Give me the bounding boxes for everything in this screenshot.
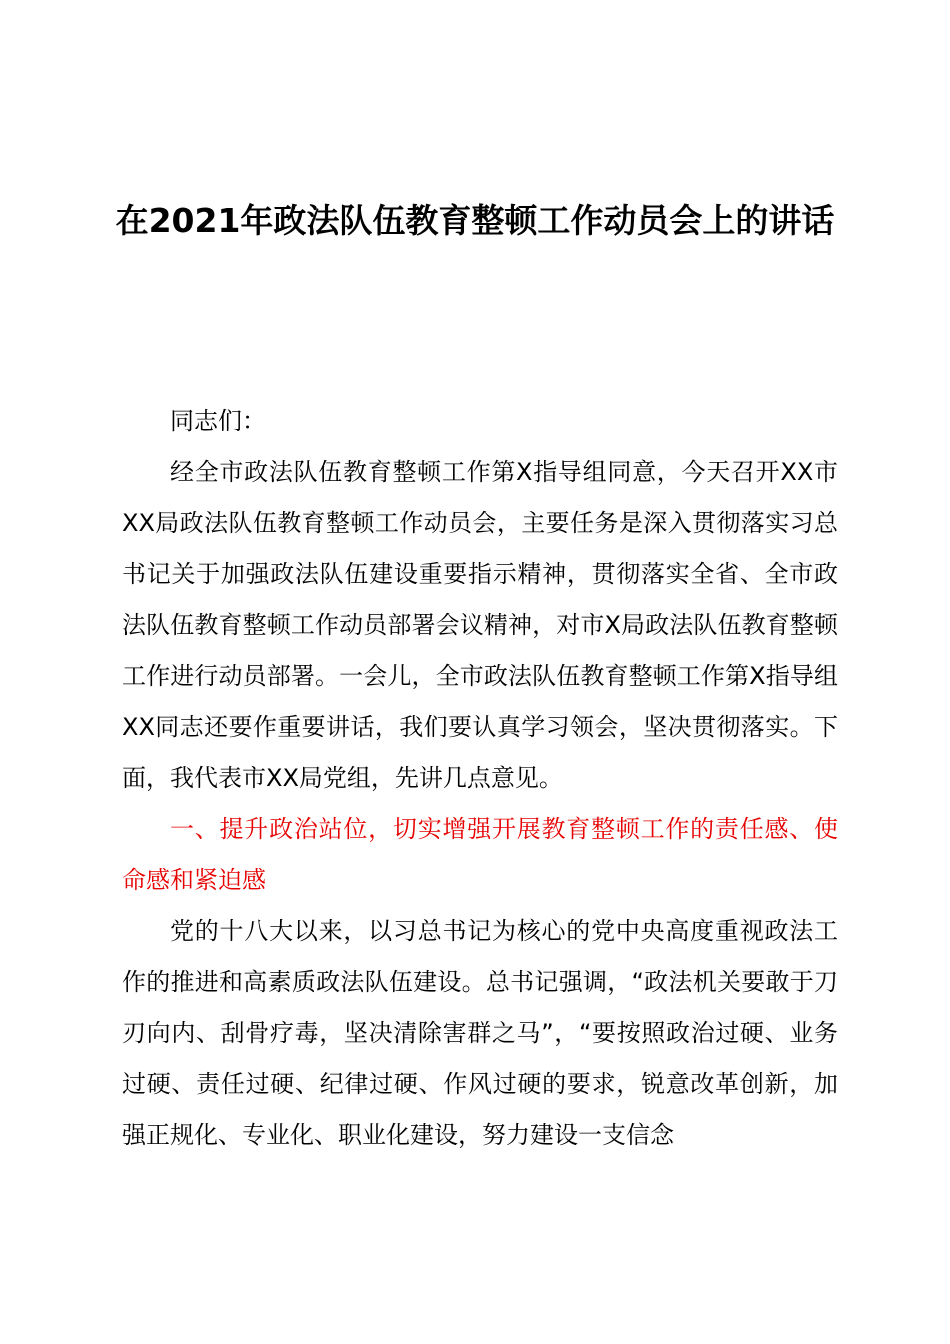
section-paragraph: 党的十八大以来，以习总书记为核心的党中央高度重视政法工作的推进和高素质政法队伍建设。总书记强调，“政法机关要敢于刀刃向内、刮骨疗毒，坚决清除害群之马”，“要按照政治过硬、业务过硬、责任过硬、纪律过硬、作风过硬的要求，锐意改革创新，加强正规化、专业化、职业化建设，努力建设一支信念	[122, 917, 838, 1149]
page-title: 在2021年政法队伍教育整顿工作动员会上的讲话	[115, 201, 835, 240]
section-heading: 一、提升政治站位，切实增强开展教育整顿工作的责任感、使命感和紧迫感	[122, 815, 838, 894]
greeting: 同志们：	[170, 407, 266, 435]
document-body	[122, 396, 838, 1161]
intro-paragraph: 经全市政法队伍教育整顿工作第X指导组同意，今天召开XX市XX局政法队伍教育整顿工作动员会，主要任务是深入贯彻落实习总书记关于加强政法队伍建设重要指示精神，贯彻落实全省、全市政法队伍教育整顿工作动员部署会议精神，对市X局政法队伍教育整顿工作进行动员部署。一会儿，全市政法队伍教育整顿工作第X指导组XX同志还要作重要讲话，我们要认真学习领会，坚决贯彻落实。下面，我代表市XX局党组，先讲几点意见。	[122, 458, 838, 792]
